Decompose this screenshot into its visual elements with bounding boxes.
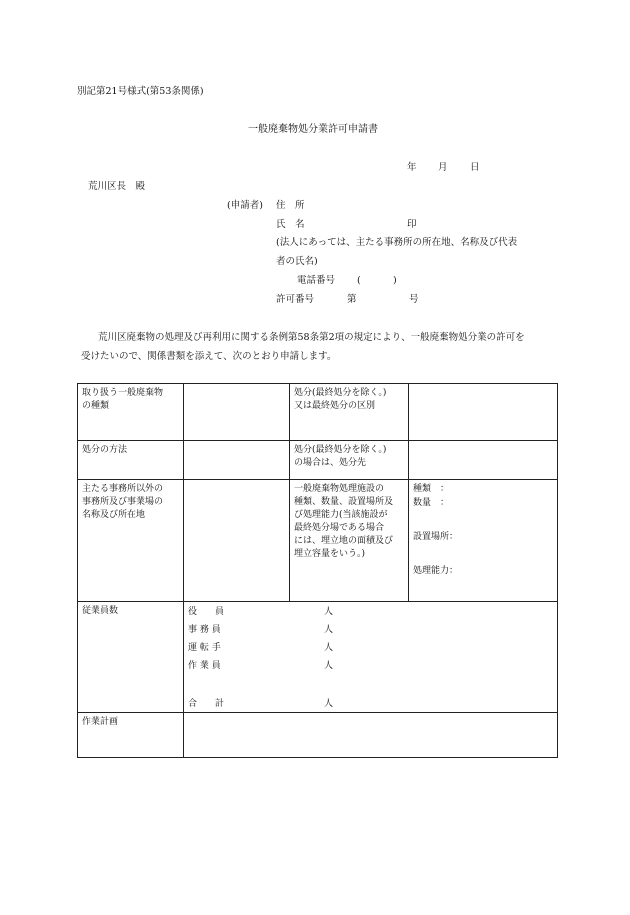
- disposal-class-label: 処分(最終処分を除く。) 又は最終処分の区別: [290, 384, 409, 441]
- applicant-address-label: 住 所: [276, 200, 305, 211]
- employees-label: 従業員数: [78, 602, 184, 713]
- waste-type-label: 取り扱う一般廃棄物 の種類: [78, 384, 184, 441]
- corporation-note-line2: 者の氏名): [276, 256, 318, 267]
- table-row: [78, 441, 558, 480]
- disposal-destination-field[interactable]: [409, 441, 558, 480]
- phone-label: 電話番号: [297, 275, 336, 286]
- table-row: [78, 713, 558, 758]
- date-year: 年: [407, 162, 417, 173]
- facility-place-caption: 設置場所：: [413, 532, 459, 542]
- permit-go: 号: [409, 294, 419, 305]
- office-field[interactable]: [184, 480, 290, 602]
- office-label: 主たる事務所以外の 事務所及び事業場の 名称及び所在地: [78, 480, 184, 602]
- table-row: [78, 480, 558, 602]
- waste-type-field[interactable]: [184, 384, 290, 441]
- addressee: 荒川区長 殿: [88, 181, 146, 192]
- disposal-destination-label: 処分(最終処分を除く。) の場合は、処分先: [290, 441, 409, 480]
- facility-kind-caption: 種類 ：: [413, 484, 450, 494]
- table-row: [78, 602, 558, 713]
- seal-mark: 印: [407, 219, 417, 230]
- date-day: 日: [470, 162, 480, 173]
- facility-field[interactable]: [409, 480, 558, 602]
- employees-field: [184, 602, 558, 713]
- applicant-name-label: 氏 名: [276, 219, 305, 230]
- form-number: 別記第21号様式(第53条関係): [77, 86, 204, 97]
- body-text-line2: 受けたいので、関係書類を添えて、次のとおり申請します。: [81, 351, 337, 362]
- facility-capacity-caption: 処理能力：: [413, 566, 459, 576]
- applicant-label: (申請者): [227, 200, 263, 211]
- date-month: 月: [438, 162, 448, 173]
- body-text-line1: 荒川区廃棄物の処理及び再利用に関する条例第58条第2項の規定により、一般廃棄物処分業の許可を: [98, 332, 525, 343]
- work-plan-field[interactable]: [184, 713, 558, 758]
- application-form-table: [77, 383, 558, 758]
- disposal-method-label: 処分の方法: [78, 441, 184, 480]
- corporation-note-line1: (法人にあっては、主たる事務所の所在地、名称及び代表: [276, 237, 518, 248]
- permit-dai: 第: [347, 294, 357, 305]
- facility-label: 一般廃棄物処理施設の 種類、数量、設置場所及 び処理能力(当該施設が 最終処分場である場合 には、埋立地の面積及び 埋立容量をいう。): [290, 480, 409, 602]
- facility-quantity-caption: 数量 ：: [413, 498, 450, 508]
- table-row: [78, 384, 558, 441]
- disposal-class-field[interactable]: [409, 384, 558, 441]
- permit-number-label: 許可番号: [276, 294, 315, 305]
- employee-breakdown: 役 員 人 事 務 員 人 運 転 手 人 作 業 員 人 合 計 人: [188, 607, 334, 709]
- phone-paren-close: ): [393, 275, 397, 286]
- work-plan-label: 作業計画: [78, 713, 184, 758]
- phone-paren-open: (: [357, 275, 361, 286]
- disposal-method-field[interactable]: [184, 441, 290, 480]
- document-title: 一般廃棄物処分業許可申請書: [248, 124, 378, 135]
